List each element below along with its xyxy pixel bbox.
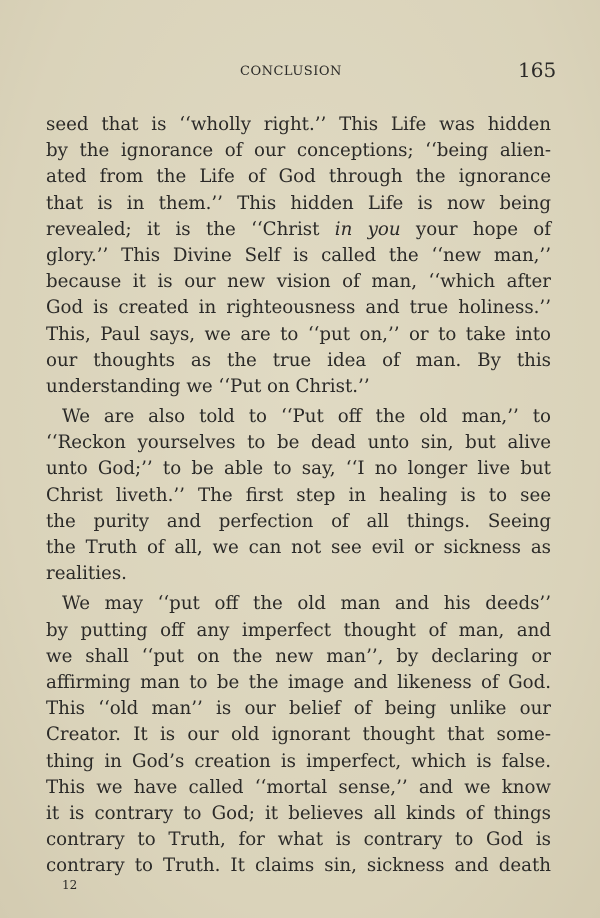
text-line: ated from the Life of God through the ignorance [46,166,551,188]
text-line: the Truth of all, we can not see evil or sickness as [46,537,551,558]
text-line: it is contrary to God; it believes all kinds of things [46,802,551,824]
text-line: This, Paul says, we are to ‘‘put on,’’ or to take into [46,323,551,345]
text-line: seed that is ‘‘wholly right.’’ This Life was hidden [46,114,551,135]
text-line: We are also told to ‘‘Put off the old man,’’ to [62,406,551,428]
text-line: unto God;’’ to be able to say, ‘‘I no longer live but [46,458,551,480]
body-text [46,112,551,879]
text-line: glory.’’ This Divine Self is called the ‘‘new man,’’ [46,244,551,266]
text-line: the purity and perfection of all things. Seeing [46,510,551,532]
text-line [46,217,551,243]
text-line: that is in them.’’ This hidden Life is now being [46,192,551,214]
text-line: Christ liveth.’’ The first step in healing is to see [46,484,551,506]
text-line: realities. [46,563,127,585]
text-line: contrary to Truth, for what is contrary to God is [46,829,551,851]
text-line: Creator. It is our old ignorant thought that some- [46,724,551,746]
text-line: ‘‘Reckon yourselves to be dead unto sin, but alive [46,432,551,454]
text-line: understanding we ‘‘Put on Christ.’’ [46,375,370,397]
text-line: affirming man to be the image and likeness of God. [46,671,551,693]
text-segment: revealed; it is the ‘‘Christ [46,218,335,240]
text-line: We may ‘‘put off the old man and his deeds’’ [62,593,551,615]
italic-text: in you [334,218,401,240]
text-line: God is created in righteousness and true holiness.’’ [46,297,551,319]
text-line: our thoughts as the true idea of man. By this [46,349,551,371]
text-line: This ‘‘old man’’ is our belief of being unlike our [46,698,551,720]
text-line: by the ignorance of our conceptions; ‘‘being alien- [46,140,551,162]
text-line: contrary to Truth. It claims sin, sickness and death [46,855,551,877]
text-segment: your hope of [400,218,551,240]
text-line: thing in God’s creation is imperfect, which is false. [46,750,551,772]
text-line: because it is our new vision of man, ‘‘which after [46,271,551,293]
running-head: CONCLUSION [240,64,342,79]
text-line: This we have called ‘‘mortal sense,’’ and we know [46,776,551,798]
text-line: we shall ‘‘put on the new man’’, by declaring or [46,645,551,667]
page-number: 165 [518,58,557,82]
text-line: by putting off any imperfect thought of man, and [46,619,551,641]
signature-mark: 12 [62,878,78,892]
